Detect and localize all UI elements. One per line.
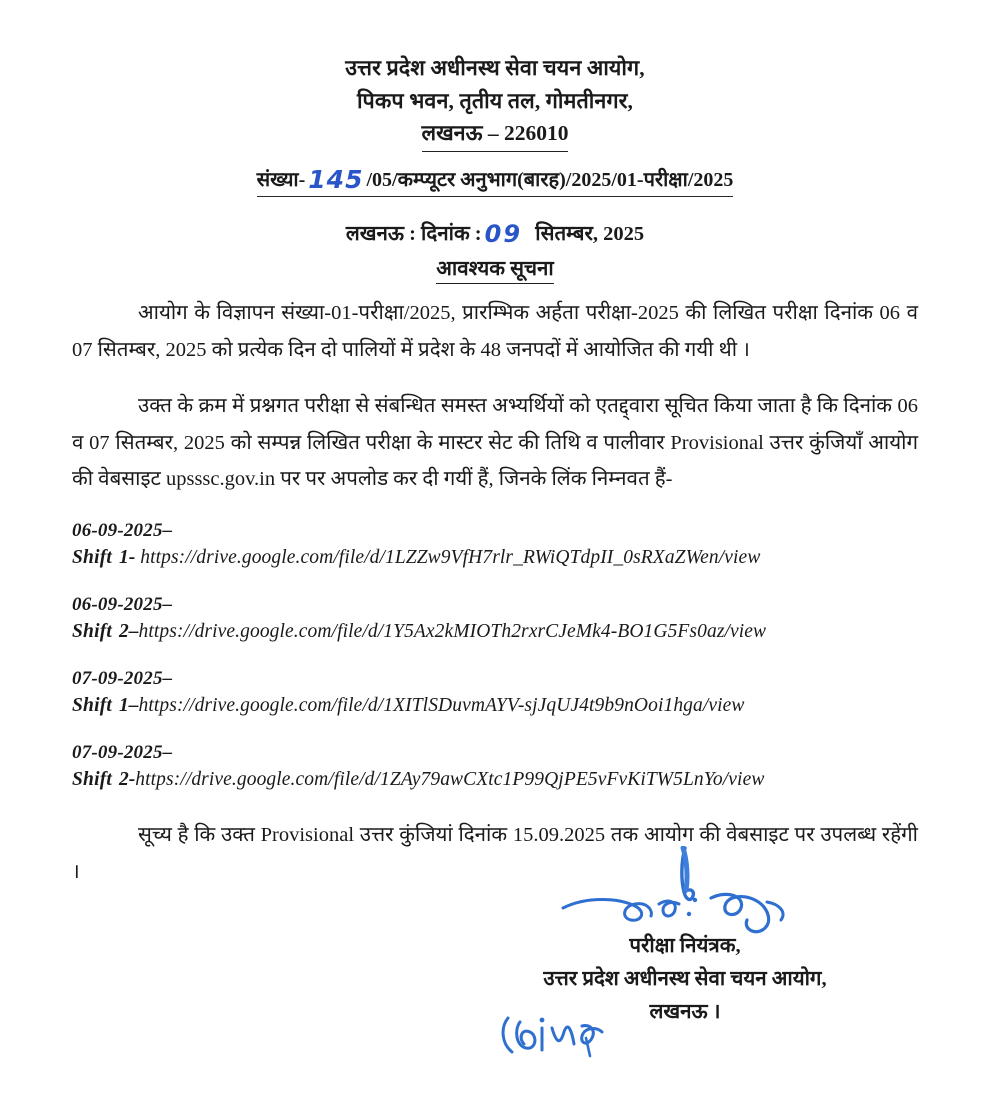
link-date: 06-09-2025–: [72, 594, 173, 616]
paragraph-answer-key-notice: उक्त के क्रम में प्रश्नगत परीक्षा से संबन्धित समस्त अभ्यर्थियों को एतद्द्वारा सूचित किया जाता है कि दिनांक 06 व 07 सितम्बर, 2025 को सम्पन्न लिखित परीक्षा के मास्टर सेट की तिथि व पालीवार Provisional उत्तर कुंजियाँ आयोग की वेबसाइट upsssc.gov.in पर पर अपलोड कर दी गयीं हैं, जिनके लिंक निम्नवत हैं-: [72, 395, 918, 491]
organization-name-line-1: उत्तर प्रदेश अधीनस्थ सेवा चयन आयोग,: [345, 56, 645, 80]
answer-key-link[interactable]: https://drive.google.com/file/d/1XITlSDuvmAYV-sjJqUJ4t9b9nOoi1hga/view: [138, 694, 745, 716]
handwritten-day: 09: [484, 220, 523, 249]
paragraph-availability-notice: सूच्य है कि उक्त Provisional उत्तर कुंजियां दिनांक 15.09.2025 तक आयोग की वेबसाइट पर उपलब्ध रहेंगी ।: [72, 824, 918, 884]
link-block: [72, 740, 918, 793]
handwritten-reference-number: 145: [308, 165, 364, 195]
shift-number: 2–: [119, 621, 139, 643]
link-date: 07-09-2025–: [72, 668, 173, 690]
answer-key-link[interactable]: https://drive.google.com/file/d/1Y5Ax2kMIOTh2rxrCJeMk4-BO1G5Fs0az/view: [138, 621, 767, 643]
notice-title-row: [72, 254, 918, 284]
organization-address-line: पिकप भवन, तृतीय तल, गोमतीनगर,: [356, 88, 634, 113]
answer-key-link[interactable]: https://drive.google.com/file/d/1LZZw9VfH7rlr_RWiQTdpII_0sRXaZWen/view: [135, 547, 761, 569]
answer-key-links: [72, 518, 918, 793]
shift-number: 2-: [119, 768, 136, 790]
link-block: [72, 518, 918, 571]
reference-number: [257, 165, 734, 197]
link-date: 06-09-2025–: [72, 520, 173, 542]
link-row: [72, 766, 918, 793]
signatory-city: लखनऊ ।: [649, 1001, 721, 1024]
dateline: [72, 219, 918, 248]
shift-number: 1–: [119, 694, 139, 716]
organization-city-pincode: लखनऊ – 226010: [422, 117, 569, 152]
signatory-organization: उत्तर प्रदेश अधीनस्थ सेवा चयन आयोग,: [543, 968, 827, 991]
signature-block: [470, 852, 900, 1030]
handwritten-signature: [470, 852, 900, 930]
shift-label: Shift: [72, 547, 113, 569]
shift-label: Shift: [72, 621, 113, 643]
dateline-month-year: सितम्बर, 2025: [535, 223, 645, 246]
signatory-designation: परीक्षा नियंत्रक,: [629, 935, 741, 957]
link-block: [72, 592, 918, 645]
notice-title: आवश्यक सूचना: [436, 254, 553, 284]
signature-icon: [535, 846, 835, 942]
dateline-place-label: लखनऊ : दिनांक :: [345, 223, 482, 246]
reference-prefix-label: संख्या-: [256, 169, 306, 192]
link-row: [72, 618, 918, 645]
link-block: [72, 666, 918, 719]
shift-number: 1-: [119, 547, 136, 569]
link-date: 07-09-2025–: [72, 742, 173, 764]
link-row: [72, 544, 918, 571]
reference-number-row: [72, 165, 918, 197]
letterhead: [72, 52, 918, 152]
reference-suffix-label: /05/कम्प्यूटर अनुभाग(बारह)/2025/01-परीक्षा/2025: [366, 169, 734, 192]
paragraph-exam-details: आयोग के विज्ञापन संख्या-01-परीक्षा/2025, प्रारम्भिक अर्हता परीक्षा-2025 की लिखित परीक्षा दिनांक 06 व 07 सितम्बर, 2025 को प्रत्येक दिन दो पालियों में प्रदेश के 48 जनपदों में आयोजित की गयी थी ।: [72, 302, 918, 361]
shift-label: Shift: [72, 768, 113, 790]
answer-key-link[interactable]: https://drive.google.com/file/d/1ZAy79awCXtc1P99QjPE5vFvKiTW5LnYo/view: [135, 768, 765, 790]
link-row: [72, 692, 918, 719]
shift-label: Shift: [72, 694, 113, 716]
